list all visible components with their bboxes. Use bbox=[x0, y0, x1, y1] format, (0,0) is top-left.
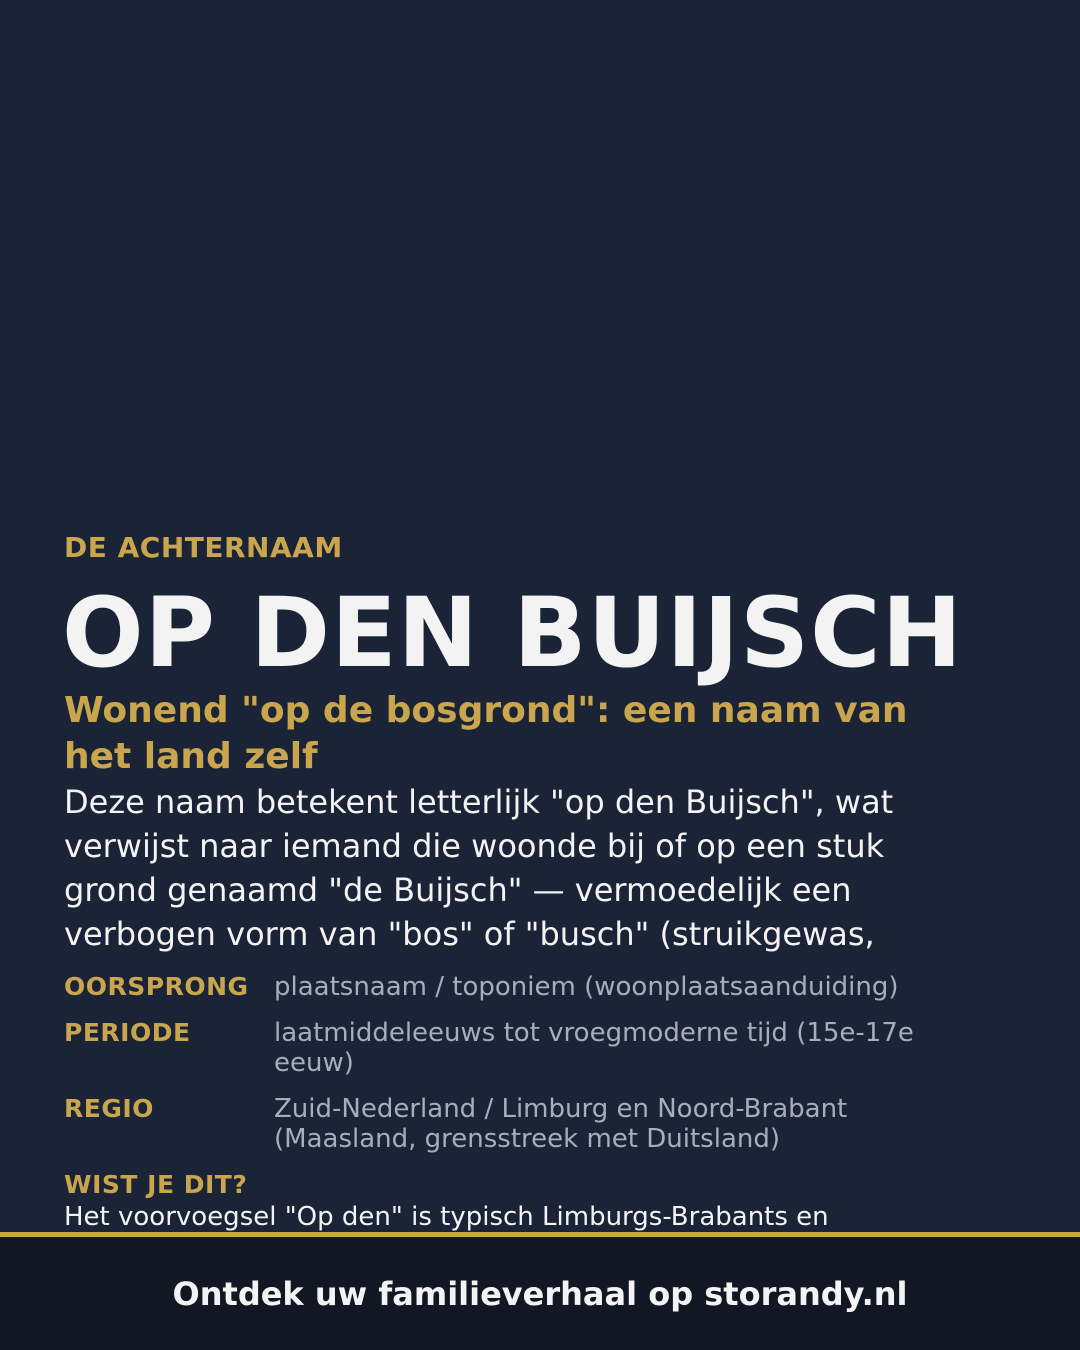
fact-row-origin bbox=[64, 972, 984, 1002]
fact-row-region bbox=[64, 1094, 984, 1154]
did-you-know-label: WIST JE DIT? bbox=[64, 1170, 248, 1199]
fact-value: Zuid-Nederland / Limburg en Noord-Brabant (Maasland, grensstreek met Duitsland) bbox=[274, 1094, 848, 1154]
did-you-know-text: Het voorvoegsel "Op den" is typisch Limburgs-Brabants en bbox=[64, 1202, 829, 1232]
fact-value: plaatsnaam / toponiem (woonplaatsaanduiding) bbox=[274, 972, 899, 1002]
fact-row-period bbox=[64, 1018, 984, 1078]
eyebrow-label: DE ACHTERNAAM bbox=[64, 531, 343, 564]
fact-label: REGIO bbox=[64, 1094, 154, 1123]
surname-title: OP DEN BUIJSCH bbox=[62, 577, 963, 689]
tagline: Wonend "op de bosgrond": een naam van het land zelf bbox=[64, 690, 908, 777]
fact-value: laatmiddeleeuws tot vroegmoderne tijd (15e-17e eeuw) bbox=[274, 1018, 914, 1078]
footer-banner bbox=[0, 1232, 1080, 1350]
description-text: Deze naam betekent letterlijk "op den Buijsch", wat verwijst naar iemand die woonde bij of op een stuk grond genaamd "de Buijsch" — vermoedelijk een verbogen vorm van "bos" of "busch" (struikgewas, bbox=[64, 783, 894, 953]
surname-card bbox=[64, 530, 984, 1232]
footer-cta-text: Ontdek uw familieverhaal op storandy.nl bbox=[172, 1274, 908, 1313]
facts-list bbox=[64, 972, 984, 1154]
fact-label: PERIODE bbox=[64, 1018, 191, 1047]
fact-label: OORSPRONG bbox=[64, 972, 249, 1001]
